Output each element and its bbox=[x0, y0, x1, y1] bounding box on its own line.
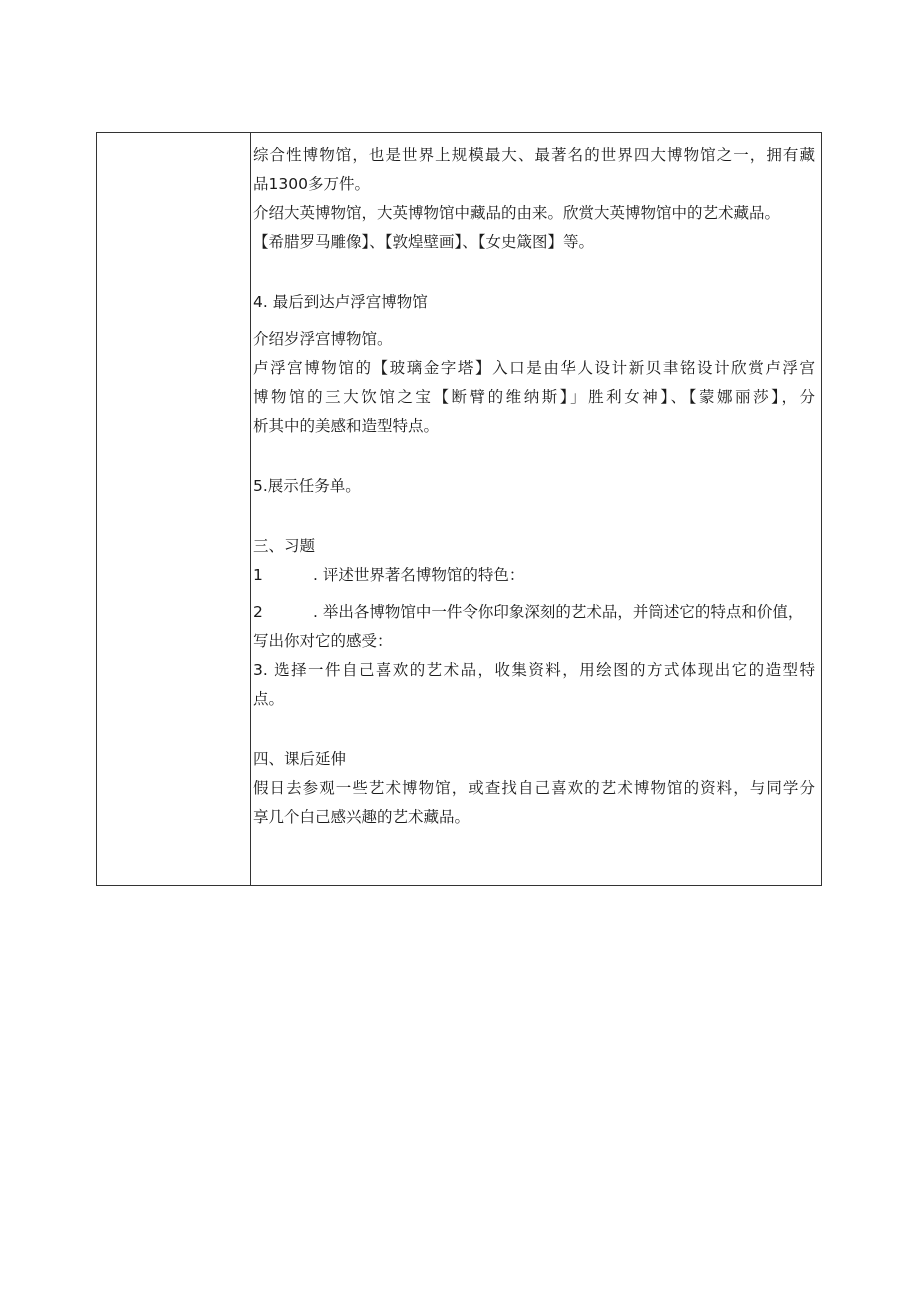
extension-line-2: 享几个白己感兴趣的艺术藏品。 bbox=[253, 808, 471, 826]
extension-line-1: 假日去参观一些艺术博物馆，或查找自己喜欢的艺术博物馆的资料，与同学分 bbox=[253, 779, 815, 797]
step4-intro: 介绍岁浮宫博物馆。 bbox=[253, 330, 393, 348]
intro-line-2: 品1300多万件。 bbox=[253, 175, 370, 193]
step4-heading: 4. 最后到达卢浮宫博物馆 bbox=[253, 293, 428, 311]
exercise-2-text: . 举出各博物馆中一件令你印象深刻的艺术品，并筒述它的特点和价值， bbox=[313, 603, 804, 621]
step5-heading: 5.展示任务单。 bbox=[253, 477, 361, 495]
intro-line-1: 综合性博物馆，也是世界上规模最大、最著名的世界四大博物馆之一，拥有藏 bbox=[253, 146, 815, 164]
step4-line-1: 卢浮宫博物馆的【玻璃金字塔】入口是由华人设计新贝聿铭设计欣赏卢浮宫 bbox=[253, 359, 815, 377]
exercise-3-line-2: 点。 bbox=[253, 690, 285, 708]
table-content-cell bbox=[253, 133, 815, 832]
lesson-table bbox=[96, 132, 822, 886]
exercise-2 bbox=[253, 598, 815, 627]
extension-heading: 四、课后延伸 bbox=[253, 750, 347, 768]
exercise-2-number: 2 bbox=[253, 603, 263, 621]
exercise-3-line-1: 3. 选择一件自己喜欢的艺术品，收集资料，用绘图的方式体现出它的造型特 bbox=[253, 661, 815, 679]
exercise-1 bbox=[253, 561, 815, 590]
exercises-heading: 三、习题 bbox=[253, 537, 316, 555]
step4-line-3: 析其中的美感和造型特点。 bbox=[253, 417, 440, 435]
table-left-cell bbox=[97, 133, 251, 885]
step4-line-2: 博物馆的三大饮馆之宝【断臂的维纳斯】」胜利女神】、【蒙娜丽莎】，分 bbox=[253, 388, 815, 406]
exercise-1-number: 1 bbox=[253, 566, 263, 584]
exercise-2-continued: 写出你对它的感受： bbox=[253, 632, 393, 650]
intro-line-4: 【希腊罗马雕像】、【敦煌壁画】、【女史箴图】等。 bbox=[253, 233, 595, 251]
exercise-1-text: . 评述世界著名博物馆的特色： bbox=[313, 566, 525, 584]
intro-line-3: 介绍大英博物馆，大英博物馆中藏品的由来。欣赏大英博物馆中的艺术藏品。 bbox=[253, 204, 781, 222]
